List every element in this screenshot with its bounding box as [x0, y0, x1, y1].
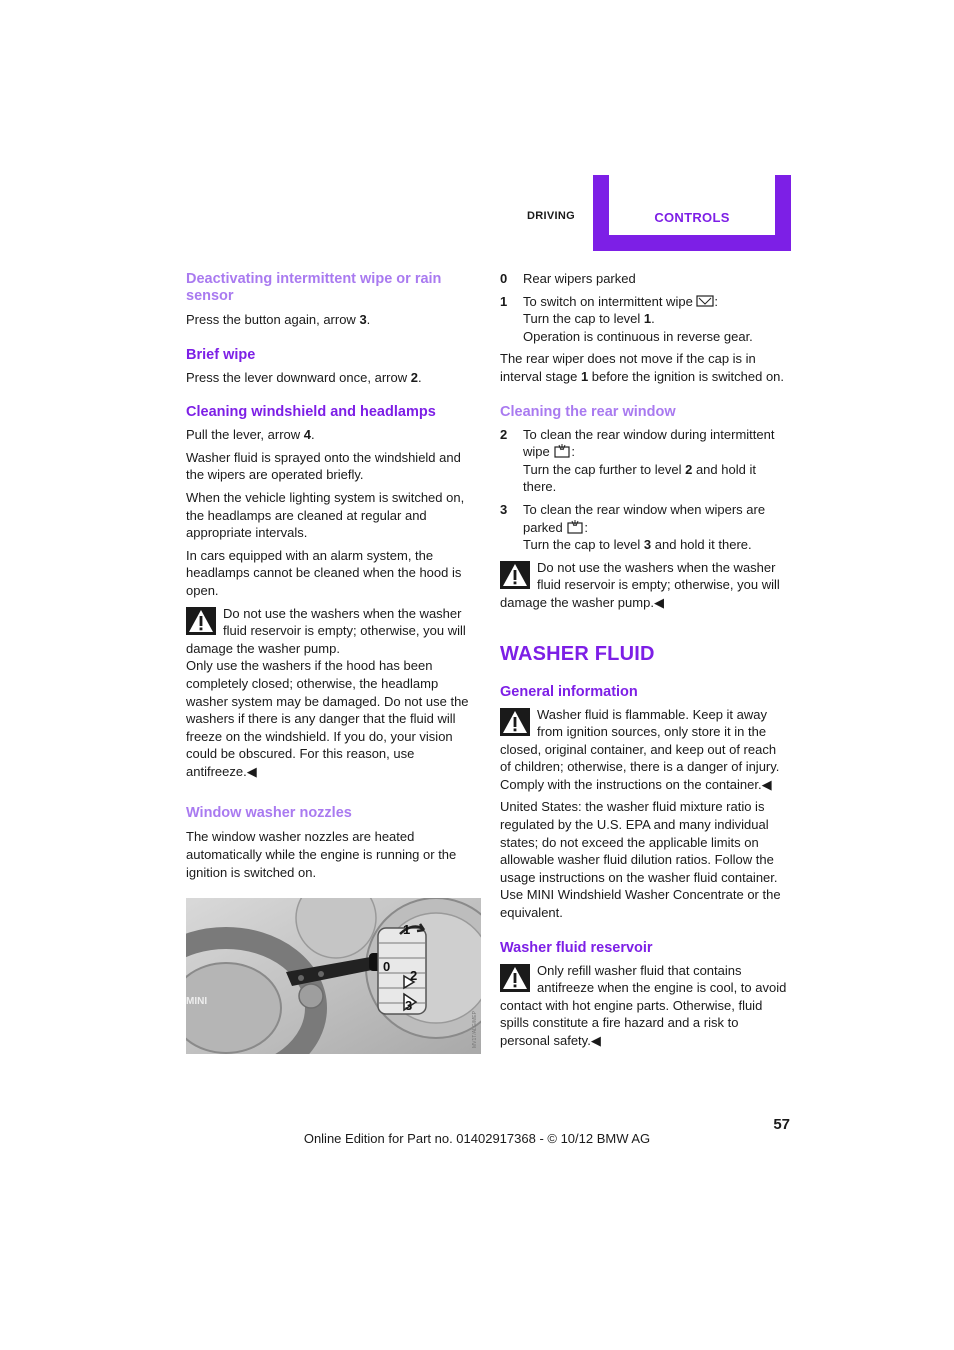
warning-text-1: Do not use the washers when the washer fluid reservoir is empty; otherwise, you will damage the washer pump.: [186, 605, 466, 656]
para-rear-not-move: The rear wiper does not move if the cap is in interval stage 1 before the ignition is switched on.: [500, 351, 785, 384]
arrow-label-1: 1: [403, 922, 411, 937]
arrow-label-0: 0: [383, 959, 391, 974]
heading-clean-rear: Cleaning the rear window: [500, 403, 676, 420]
warning-block-1: [186, 605, 478, 781]
warning-text-3: Washer fluid is flammable. Keep it away from ignition sources, only store it in the closed, original container, and keep out of reach of children; otherwise, there is a danger of injury. Comply with the instructions on the container.◀: [500, 706, 780, 792]
arrow-label-3: 3: [405, 998, 413, 1013]
left-column: [186, 271, 478, 916]
list-item: 2 To clean the rear window during intermittent wipe : Turn the cap further to level 2 and hold it there.: [500, 426, 775, 495]
end-mark-icon: ◀: [653, 594, 664, 610]
para-nozzles: The window washer nozzles are heated automatically while the engine is running or the ignition is switched on.: [186, 829, 457, 880]
arrow-label-2: 2: [410, 968, 418, 983]
warning-text-4: Only refill washer fluid that contains antifreeze when the engine is cool, to avoid contact with hot engine parts. Otherwise, fluid spills constitute a fire hazard and a risk to personal safety.◀: [500, 962, 787, 1048]
para-us-regulation: United States: the washer fluid mixture ratio is regulated by the U.S. EPA and many individual states; do not exceed the applicable limits on allowable washer fluid dilution ratios. Follow the usage instructions on the washer fluid container. Use MINI Windshield Washer Concentrate or the equivalent.: [500, 799, 781, 921]
list-item: 3 To clean the rear window when wipers are parked : Turn the cap to level 3 and hold it there.: [500, 501, 766, 553]
heading-general: General information: [500, 683, 638, 700]
para-lighting: When the vehicle lighting system is switched on, the headlamps are cleaned at regular and appropriate intervals.: [186, 489, 465, 541]
para-sprayed: Washer fluid is sprayed onto the windshield and the wipers are operated briefly.: [186, 449, 461, 483]
heading-brief-wipe: Brief wipe: [186, 346, 256, 363]
warning-icon: [500, 708, 530, 736]
right-column: [500, 270, 790, 1050]
end-mark-icon: ◀: [590, 1033, 601, 1048]
end-mark-icon: ◀: [246, 763, 257, 779]
para-alarm: In cars equipped with an alarm system, the headlamps cannot be cleaned when the hood is open.: [186, 547, 462, 598]
section-title-washer-fluid: WASHER FLUID: [500, 642, 655, 665]
rear-wiper-illustration: [186, 898, 481, 1054]
mini-logo-text: MINI: [186, 996, 208, 1007]
warning-icon: [186, 607, 216, 635]
dashboard-illustration: [186, 898, 481, 1054]
chapter-title-controls: CONTROLS: [654, 210, 730, 225]
list-item: 1 To switch on intermittent wipe : Turn the cap to level 1. Operation is continuous in reverse gear.: [500, 293, 753, 344]
footer-edition: Online Edition for Part no. 01402917368 - © 10/12 BMW AG: [303, 1131, 651, 1146]
figure-code: MV1T/ALG/MEP: [472, 1011, 478, 1048]
warning-icon: [500, 964, 530, 992]
heading-deactivate: Deactivating intermittent wipe or rain sensor: [186, 271, 442, 304]
para-deactivate: Press the button again, arrow 3.: [186, 312, 371, 327]
washer-spray-icon: [566, 520, 584, 534]
warning-text-1b: Only use the washers if the hood has been completely closed; otherwise, the headlamp washer system may be damaged. Do not use the washers if there is any danger that the fluid will freeze on the windshield. If you do, your vision could be obscured. For this reason, use antifreeze.◀: [186, 658, 469, 779]
end-mark-icon: ◀: [761, 776, 772, 792]
intermittent-wipe-icon: [696, 295, 714, 308]
warning-text-2: Do not use the washers when the washer fluid reservoir is empty; otherwise, you will damage the washer pump.◀: [500, 559, 780, 610]
para-brief-wipe: Press the lever downward once, arrow 2.: [186, 369, 422, 385]
chapter-tab-inner: [609, 175, 775, 235]
warning-block-3: [500, 706, 790, 794]
warning-icon: [500, 561, 530, 589]
warning-block-2: [500, 559, 790, 612]
washer-spray-icon: [553, 444, 571, 458]
list-item: 0 Rear wipers parked: [500, 271, 636, 286]
para-pull-lever: Pull the lever, arrow 4.: [186, 427, 315, 443]
section-label-driving: DRIVING: [527, 210, 575, 222]
heading-nozzles: Window washer nozzles: [186, 805, 352, 822]
heading-reservoir: Washer fluid reservoir: [500, 939, 653, 956]
warning-block-4: [500, 962, 790, 1050]
page-number: 57: [773, 1116, 790, 1133]
heading-cleaning: Cleaning windshield and headlamps: [186, 404, 436, 421]
